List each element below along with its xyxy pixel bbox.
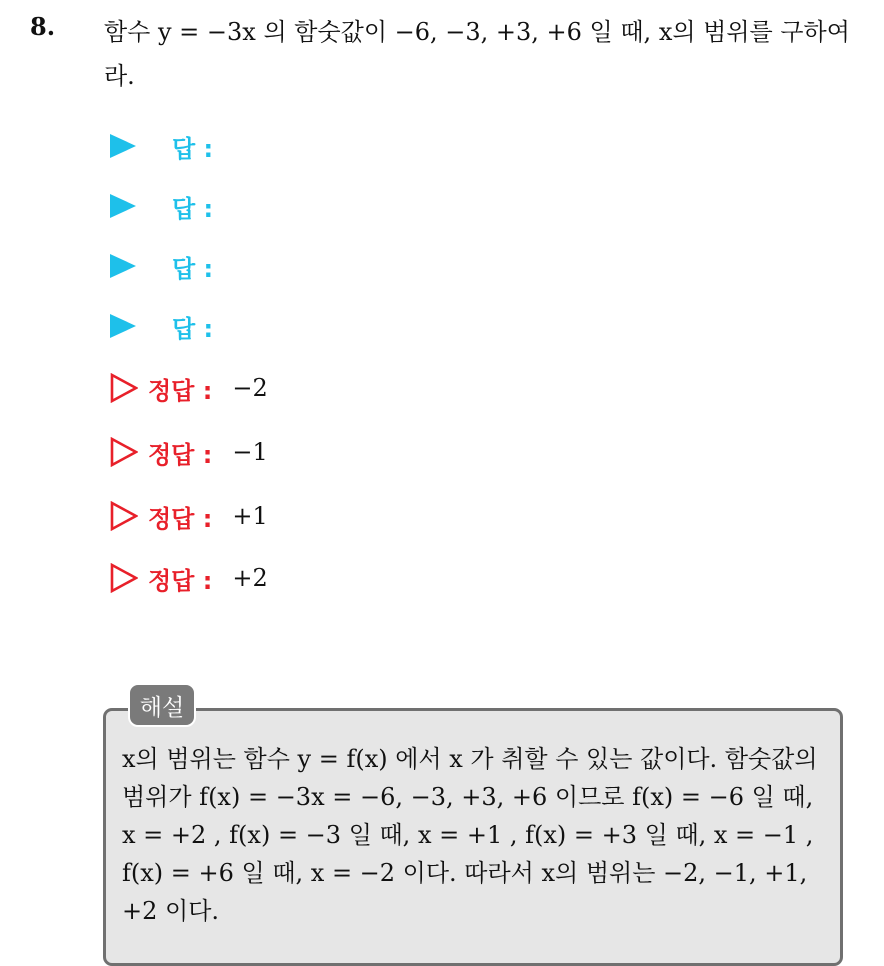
correct-answer-label: 정답 : [148,440,213,469]
correct-answer-label: 정답 : [148,376,213,405]
triangle-outline-right-icon [110,373,138,403]
explanation-text: x의 범위는 함수 y = f(x) 에서 x 가 취할 수 있는 값이다. 함숫값의 범위가 f(x) = −3x = −6, −3, +3, +6 이므로 f(x) = −6 일 때, x = +2 , f(x) = −3 일 때, x = +1 , f(x) = +3 일 때, x = −1 , f(x) = +6 일 때, x = −2 이다. 따라서 x의 범위는 −2, −1, +1, +2 이다. [122,745,818,925]
answer-row-3[interactable] [110,250,213,282]
explanation-tag: 해설 [128,683,196,727]
answer-label: 답 : [172,194,214,223]
answer-row-1[interactable] [110,130,213,162]
triangle-outline-right-icon [110,437,138,467]
correct-answer-row-3 [110,500,268,532]
correct-answer-row-1 [110,372,268,404]
correct-answer-row-4 [110,562,268,594]
problem-text: 함수 y = −3x 의 함숫값이 −6, −3, +3, +6 일 때, x의 범위를 구하여라. [104,18,850,90]
answer-label: 답 : [172,254,214,283]
correct-answer-label: 정답 : [148,566,213,595]
answer-label: 답 : [172,314,214,343]
triangle-filled-right-icon [110,194,136,218]
triangle-outline-right-icon [110,501,138,531]
correct-answer-value: +2 [232,564,268,592]
correct-answer-value: −2 [232,374,268,402]
triangle-filled-right-icon [110,254,136,278]
answer-row-2[interactable] [110,190,213,222]
correct-answer-label: 정답 : [148,504,213,533]
triangle-outline-right-icon [110,563,138,593]
correct-answer-value: +1 [232,502,268,530]
answer-label: 답 : [172,134,214,163]
triangle-filled-right-icon [110,314,136,338]
triangle-filled-right-icon [110,134,136,158]
correct-answer-row-2 [110,436,268,468]
problem-number: 8. [30,12,56,41]
answer-row-4[interactable] [110,310,213,342]
correct-answer-value: −1 [232,438,268,466]
